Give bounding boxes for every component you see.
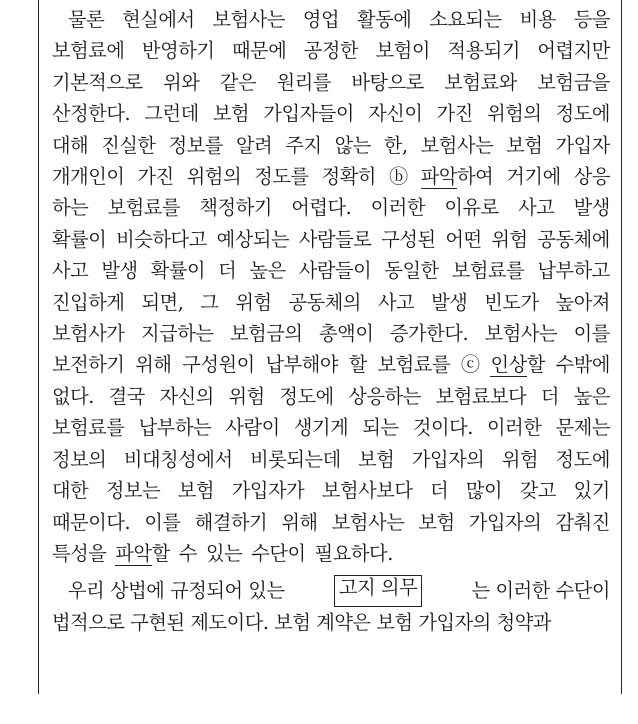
word: 생기게 [293,416,349,440]
word: 수단이 [251,541,306,565]
word: 사고 [377,290,415,314]
text-line [52,161,610,192]
word: 가입자의 [411,447,485,471]
word: 감춰진 [555,510,610,534]
word: 한, [383,133,408,157]
text-line [52,255,610,286]
word: 납부하고 [537,259,610,283]
word: 증가한다. [389,322,469,346]
word: 정확히 [321,165,376,189]
word: 위험 [491,227,528,251]
word: 파악하여 [420,165,494,189]
text-line [52,538,610,569]
underlined-term-b: 파악 [420,165,458,189]
text-line [52,130,610,161]
para2-before: 우리 상법에 규정되어 있는 [68,579,285,603]
text-line [52,35,610,66]
word: 때문에 [231,39,287,63]
word: 높은 [249,259,286,283]
word: 등을 [573,8,610,31]
word: 갖고 [519,479,557,503]
word: 높은 [573,384,610,408]
word: 진입하게 [52,290,125,314]
text-line [52,381,610,412]
word: 높아져 [555,290,610,314]
word: 할 [348,353,367,377]
paragraph-2-line-2: 법적으로 구현된 제도이다. 보험 계약은 보험 가입자의 청약과 [52,610,551,634]
word: 비대칭성에서 [123,447,233,471]
word: 정보는 [105,479,161,503]
word: 같은 [219,70,257,94]
word: 것이다. [412,416,473,440]
word: 총액이 [319,322,374,346]
word: 위해 [135,353,172,377]
word: 보험 [212,102,250,126]
word: 보험 [177,479,215,503]
word: 보험금의 [230,322,303,346]
word: 더 [540,384,559,408]
word: 그런데 [144,102,199,126]
word: 공동체에 [537,227,610,251]
word: 보험사보다 [321,479,413,503]
word: 물론 [68,8,105,31]
word: 예상되는 [216,227,290,251]
word: 많이 [465,479,503,503]
text-line [52,412,610,443]
text-line [52,287,610,318]
word: 보험료를 [377,353,451,377]
paragraph-1 [52,4,610,569]
word: 수 [178,541,197,565]
word: 책정하기 [199,196,272,220]
word: 비슷하다고 [116,227,207,251]
word: 구성원이 [182,353,255,377]
word: 이유로 [444,196,499,220]
word: 보험사는 [331,510,405,534]
text-line [52,507,610,538]
word: 인상할 [490,353,545,377]
word: 있기 [573,479,610,503]
paragraph-2-line-1 [52,575,610,606]
word: 사고 [52,259,89,283]
text-line [52,98,610,129]
word: 어렵지만 [537,39,610,63]
word: 원리를 [276,70,331,94]
word: 보험 [418,510,455,534]
word: 사람들로 [298,227,372,251]
word: 공동체의 [288,290,362,314]
word: 위와 [163,70,200,94]
word: 보험료와 [444,70,517,94]
passage [52,4,610,638]
word: 현실에서 [122,8,195,31]
text-line [52,475,610,506]
word: 자신의 [159,384,214,408]
word: 없다. [52,384,94,408]
word: 위해 [281,510,318,534]
word: 하는 [52,196,89,220]
word: 위험 [501,447,539,471]
word: 상응하는 [348,384,421,408]
word: 보험료를 [107,196,181,220]
word: 보험사는 [484,322,558,346]
word: 사람이 [225,416,280,440]
word: 더 [218,259,237,283]
word: 정도에 [555,447,610,471]
text-line [52,224,610,255]
word: 보험료를 [52,416,125,440]
word: 어렵다. [291,196,352,220]
word: 가입자들이 [263,102,354,126]
word: 확률이 [150,259,206,283]
word: 진실한 [101,133,156,157]
word: 자신이 [368,102,423,126]
word: 보험사가 [52,322,125,346]
word: 가입자 [555,133,610,157]
word: 보험사는 [420,133,494,157]
word: 기본적으로 [52,70,143,94]
boxed-term-notification-duty: 고지 의무 [334,575,422,606]
word: ⓑ [388,165,408,189]
word: 비용 [519,8,556,31]
word: 가진 [436,102,473,126]
word: 확률이 [52,227,107,251]
word: 바탕으로 [351,70,424,94]
word: 어떤 [445,227,482,251]
word: 구성된 [381,227,436,251]
word: 결국 [108,384,145,408]
word: 되는 [362,416,399,440]
word: 정도에 [279,384,334,408]
word: 있는 [205,541,243,565]
word: 보험료보다 [435,384,527,408]
left-border-line [38,0,39,694]
word: 빈도가 [484,290,539,314]
word: 보험금을 [537,70,610,94]
word: 알려 [236,133,273,157]
word: 발생 [573,196,610,220]
word: 납부하는 [138,416,212,440]
text-line [52,192,610,223]
word: 상응 [573,165,610,189]
word: 발생 [101,259,138,283]
word: 납부해야 [265,353,339,377]
text-line [52,67,610,98]
text-line [52,4,610,35]
word: 이러한 [370,196,426,220]
word: 때문이다. [52,510,131,534]
word: 보험료를 [451,259,525,283]
word: 사고 [518,196,555,220]
word: 보험 [358,447,395,471]
word: 가입자가 [231,479,305,503]
word: 보험 [506,133,543,157]
word: 더 [430,479,449,503]
underlined-term-c: 인상 [490,353,527,377]
text-line [52,318,610,349]
word: 이를 [573,322,610,346]
word: 산정한다. [52,102,131,126]
word: 활동에 [356,8,412,31]
word: 필요하다. [314,541,393,565]
word: 주지 [285,133,322,157]
word: 개개인이 [52,165,125,189]
word: 발생 [431,290,468,314]
word: 적용되기 [447,39,520,63]
paragraph-2 [52,575,610,638]
word: 위험의 [186,165,242,189]
word: 위험 [235,290,272,314]
word: 보험사는 [212,8,286,31]
word: 거기에 [506,165,561,189]
word: 영업 [302,8,340,31]
word: 정보의 [52,447,107,471]
word: 이러한 [487,416,542,440]
word: 지급하는 [141,322,214,346]
word: 공정한 [303,39,359,63]
word: 소요되는 [429,8,502,31]
word: 대해 [52,133,89,157]
word: 정도에 [555,102,610,126]
word: 정보를 [168,133,224,157]
word: 보험이 [375,39,430,63]
text-line [52,349,610,380]
underlined-term-b: 파악 [115,541,152,565]
word: 동일한 [384,259,439,283]
word: 되면, [141,290,184,314]
word: 대한 [52,479,89,503]
word: 보전하기 [52,353,125,377]
word: 위험의 [487,102,542,126]
word: 보험료에 [52,39,125,63]
para2-after: 는 이러한 수단이 [471,579,610,603]
text-line [52,444,610,475]
word: 이를 [144,510,181,534]
word: 특성을 [52,541,107,565]
word: 문제는 [555,416,610,440]
word: 해결하기 [194,510,268,534]
word: 수밖에 [555,353,610,377]
right-border-line [621,0,622,694]
word: 반영하기 [141,39,215,63]
word: 사람들이 [298,259,372,283]
word: 그 [200,290,219,314]
word: 가진 [137,165,174,189]
word: 정도를 [254,165,309,189]
word: 파악할 [115,541,170,565]
word: ⓒ [460,353,480,377]
word: 위험 [228,384,265,408]
word: 않는 [334,133,371,157]
word: 가입자의 [468,510,542,534]
word: 비롯되는데 [250,447,341,471]
